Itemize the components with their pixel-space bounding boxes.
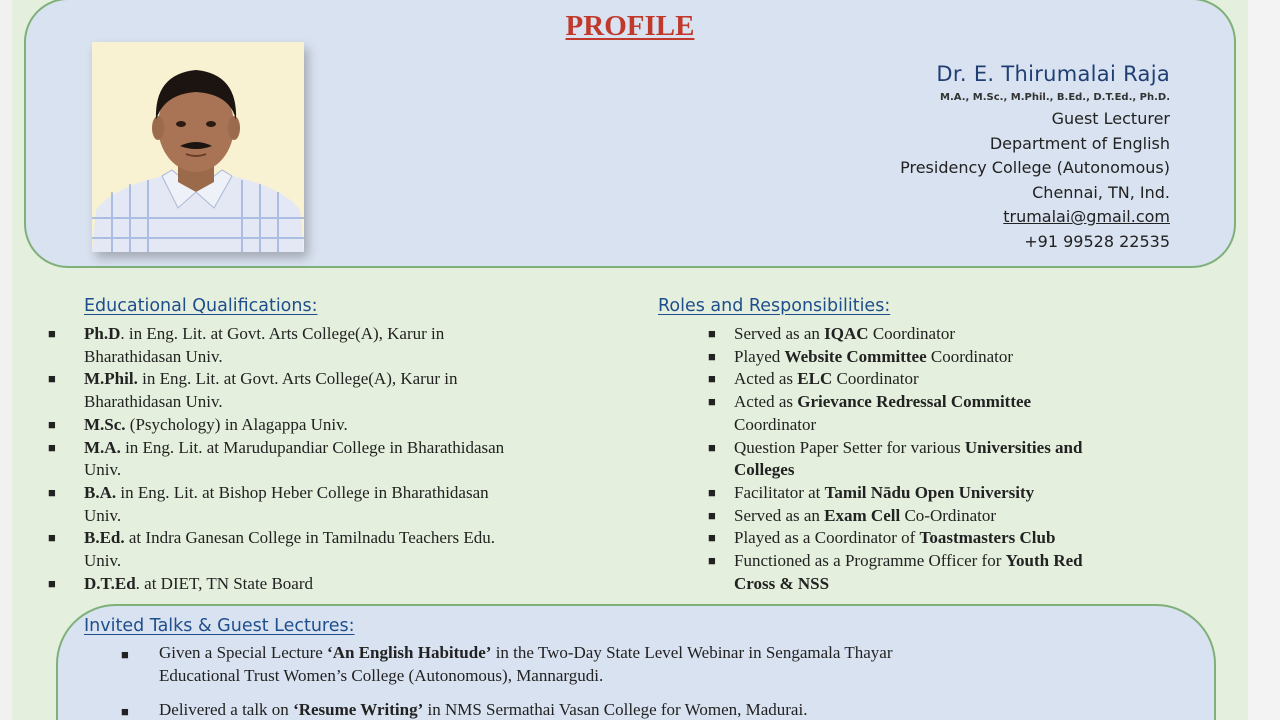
list-item: ■ Acted as Grievance Redressal Committee Coordinator <box>708 392 1032 434</box>
location-line: Chennai, TN, Ind. <box>1032 182 1170 202</box>
department-line: Department of English <box>989 133 1170 153</box>
degrees-line: M.A., M.Sc., M.Phil., B.Ed., D.T.Ed., Ph.D. <box>940 92 1170 103</box>
roles-list <box>708 323 1184 595</box>
person-name: Dr. E. Thirumalai Raja <box>936 62 1170 86</box>
resume-page <box>12 0 1248 720</box>
bullet-icon: ■ <box>48 484 56 500</box>
bullet-icon: ■ <box>121 704 129 720</box>
list-item: ■ Served as an IQAC Coordinator <box>734 323 1184 346</box>
bullet-icon: ■ <box>708 371 716 387</box>
page-margin <box>1248 0 1280 720</box>
list-item: ■ B.Ed. at Indra Ganesan College in Tamilnadu Teachers Edu. Univ. <box>48 528 496 571</box>
list-item: ■ M.Phil. in Eng. Lit. at Govt. Arts College(A), Karur in Bharathidasan Univ. <box>48 369 458 412</box>
bullet-icon: ■ <box>708 484 716 500</box>
bullet-icon: ■ <box>708 553 716 569</box>
list-item: ■ Played Website Committee Coordinator <box>734 346 1184 369</box>
bullet-icon: ■ <box>708 530 716 546</box>
list-item: ■ M.Sc. (Psychology) in Alagappa Univ. <box>84 414 604 437</box>
list-item: ■ Facilitator at Tamil Nādu Open University <box>734 482 1184 505</box>
bullet-icon: ■ <box>48 439 56 455</box>
bullet-icon: ■ <box>708 507 716 523</box>
talks-heading: Invited Talks & Guest Lectures: <box>84 616 355 636</box>
roles-heading: Roles and Responsibilities: <box>658 296 891 316</box>
profile-photo <box>92 42 304 252</box>
list-item: ■ Played as a Coordinator of Toastmasters Club <box>734 527 1184 550</box>
list-item: ■ Delivered a talk on ‘Resume Writing’ in NMS Sermathai Vasan College for Women, Madurai. <box>159 699 1139 720</box>
bullet-icon: ■ <box>708 326 716 341</box>
position-line: Guest Lecturer <box>1051 109 1170 128</box>
phone-line: +91 99528 22535 <box>1024 231 1170 251</box>
education-heading: Educational Qualifications: <box>84 296 318 316</box>
profile-card <box>24 0 1236 268</box>
bullet-icon: ■ <box>48 575 56 591</box>
person-photo-icon <box>92 42 304 252</box>
college-line: Presidency College (Autonomous) <box>900 158 1170 177</box>
page-title: PROFILE <box>565 10 695 42</box>
bullet-icon: ■ <box>708 439 716 455</box>
list-item: ■ Given a Special Lecture ‘An English Habitude’ in the Two-Day State Level Webinar in Sengamala Thayar Educational Trust Women’s College (Autonomous), Mannargudi. <box>121 643 893 685</box>
bullet-icon: ■ <box>48 530 56 546</box>
talks-list <box>121 642 1139 720</box>
bullet-icon: ■ <box>48 326 56 341</box>
contact-block <box>900 62 1170 254</box>
list-item: ■ Ph.D. in Eng. Lit. at Govt. Arts College(A), Karur in Bharathidasan Univ. <box>48 324 445 366</box>
education-list <box>48 323 604 595</box>
list-item: ■ Question Paper Setter for various Universities and Colleges <box>708 437 1083 480</box>
list-item: ■ B.A. in Eng. Lit. at Bishop Heber College in Bharathidasan Univ. <box>48 482 489 525</box>
list-item: ■ Acted as ELC Coordinator <box>734 368 1184 391</box>
bullet-icon: ■ <box>48 416 56 432</box>
list-item: ■ Functioned as a Programme Officer for Youth Red Cross & NSS <box>708 551 1083 593</box>
email-link[interactable]: trumalai@gmail.com <box>1003 207 1170 226</box>
bullet-icon: ■ <box>708 394 716 410</box>
bullet-icon: ■ <box>48 371 56 387</box>
bullet-icon: ■ <box>708 348 716 364</box>
list-item: ■ Served as an Exam Cell Co-Ordinator <box>734 505 1184 528</box>
list-item: ■ D.T.Ed. at DIET, TN State Board <box>84 573 604 596</box>
list-item: ■ M.A. in Eng. Lit. at Marudupandiar College in Bharathidasan Univ. <box>48 437 505 480</box>
bullet-icon: ■ <box>121 647 129 662</box>
